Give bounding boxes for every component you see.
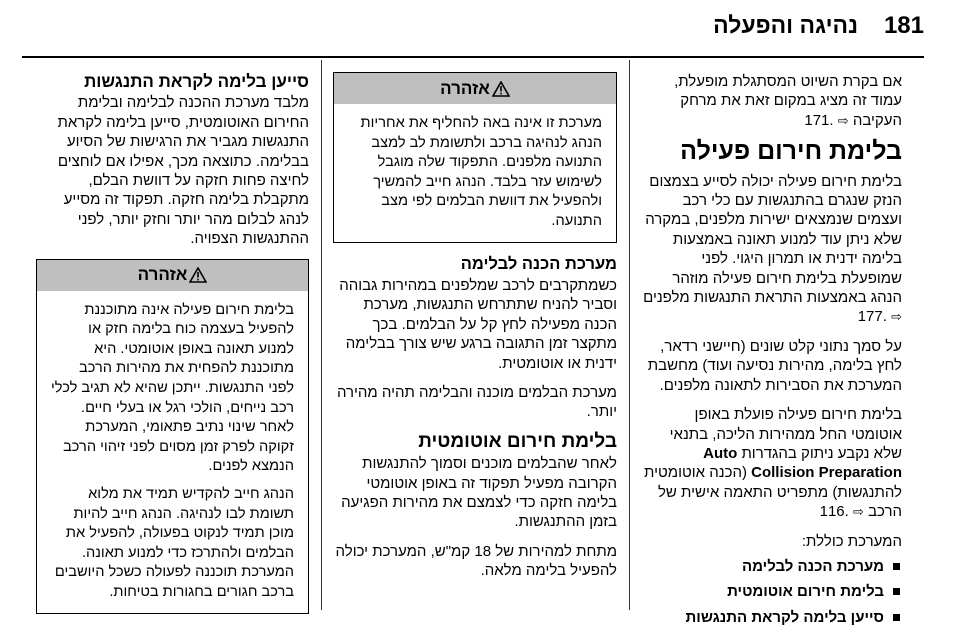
paragraph: מלבד מערכת ההכנה לבלימה ובלימת החירום האוטומטית, סייען בלימה לקראת התנגשות מגביר את הרגישות של הסיוע בבלימה. כתוצאה מכך, אפילו אם לוחצים לחיצה פחות חזקה על דוושת הבלם, מתקבלת בלימה חזקה. תפקוד זה מסייע לנהג לבלום מהר יותר וחזק יותר, לפני ההתנגשות הצפויה.	[57, 94, 309, 248]
page-number: 181	[883, 12, 924, 39]
list-item: סייען בלימה לקראת התנגשות	[640, 608, 902, 627]
warning-header: אזהרה	[37, 260, 308, 291]
paragraph: מערכת הבלמים מוכנה והבלימה תהיה מהירה יותר.	[336, 384, 617, 421]
warning-triangle-icon	[492, 81, 510, 97]
setting-name: Auto Collision Preparation	[703, 444, 902, 482]
paragraph: בלימת חירום פעילה יכולה לסייע בצמצום הנזק שנגרם בהתנגשות עם כלי רכב ועצמים שנמצאים ישירות מלפנים, במקרה שלא ניתן עוד למנוע תאונה באמצעות בלימה ידנית או תמרון היגוי. לפני שמופעלת בלימת חירום פעילה מוזהר הנהג באמצעות התראת התנגשות מלפנים ⇨ .177	[643, 172, 902, 326]
page-reference-icon: ⇨	[837, 112, 849, 128]
paragraph: על סמך נתוני קלט שונים (חיישני רדאר, לחץ בלימה, מהירות נסיעה ועוד) מחשבת המערכת את הסבירות לתאונה מלפנים.	[647, 337, 902, 394]
section-heading-aeb: בלימת חירום פעילה	[680, 137, 902, 166]
warning-box	[36, 259, 309, 614]
warning-triangle-icon	[189, 267, 207, 283]
right-column	[640, 72, 902, 633]
page-reference-icon: ⇨	[853, 504, 864, 520]
page-reference-icon: ⇨	[891, 309, 902, 325]
warning-header: אזהרה	[334, 73, 616, 104]
paragraph: כשמתקרבים לרכב שמלפנים במהירות גבוהה וסביר להניח שתתרחש התנגשות, מערכת הכנה מפעילה לחץ קל על הבלמים. בכך מתקצר זמן התגובה ברגע שיש צורך בבלימה ידנית או אוטומטית.	[339, 276, 617, 372]
page-header	[34, 12, 924, 46]
list-item: מערכת הכנה לבלימה	[640, 557, 902, 576]
warning-paragraph: בלימת חירום פעילה אינה מתוכננת להפעיל בעצמה כוח בלימה חזק או למנוע תאונה באופן אוטומטי. היא מתוכננת להפחית את מהירות הרכב לפני התנגשות. ייתכן שהיא לא תגיב לכלי רכב נייחים, הולכי רגל או בעלי חיים. לאחר שינוי נתיב פתאומי, המערכת זקוקה לפרק זמן מסוים לפני זיהוי הרכב הנמצא לפנים.	[51, 301, 294, 475]
subheading-auto-emergency-braking: בלימת חירום אוטומטית	[418, 430, 617, 452]
paragraph: בלימת חירום פעילה פועלת באופן אוטומטי החל ממהירות הליכה, בתנאי שלא נקבע ניתוק בהגדרות Auto Collision Preparation (הכנה אוטומטית להתנגשות) מתפריט התאמה אישית של הרכב ⇨ .116	[644, 406, 902, 521]
left-column	[36, 72, 309, 614]
intro-paragraph: אם בקרת השיוט המסתגלת מופעלת, עמוד זה מציג במקום זאת את מרחק העקיבה ⇨ .171	[674, 73, 902, 129]
warning-text: מערכת זו אינה באה להחליף את אחריות הנהג לנהיגה ברכב ולתשומת לב למצב התנועה מלפנים. התפקוד שלה מוגבל לשימוש עזר בלבד. הנהג חייב להמשיך ולהפעיל את דוושת הבלמים לפי מצב התנועה.	[360, 115, 602, 229]
chapter-title: נהיגה והפעלה	[713, 12, 858, 38]
warning-paragraph: הנהג חייב להקדיש תמיד את מלוא תשומת לבו לנהיגה. הנהג חייב להיות מוכן תמיד לנקוט בפעולה, להפעיל את הבלמים ולהתרכז כדי למנוע תאונה. המערכת תוכננה לפעולה כשכל היושבים ברכב חגורים בחגורות בטיחות.	[54, 486, 294, 600]
subheading-brake-assist: סייען בלימה לקראת התנגשות	[84, 72, 309, 91]
list-intro: המערכת כוללת:	[801, 532, 902, 550]
list-item: בלימת חירום אוטומטית	[640, 582, 902, 601]
middle-column	[333, 72, 617, 591]
column-divider	[629, 60, 630, 610]
warning-box	[333, 72, 617, 243]
subheading-brake-prep: מערכת הכנה לבלימה	[460, 254, 617, 273]
feature-list	[640, 557, 902, 627]
header-rule	[22, 56, 924, 58]
warning-text	[37, 291, 308, 613]
paragraph: לאחר שהבלמים מוכנים וסמוך להתנגשות הקרובה מפעיל תפקוד זה באופן אוטומטי בלימה חזקה כדי לצמצם את מהירות הפגיעה בזמן ההתנגשות.	[341, 455, 617, 531]
paragraph: מתחת למהירות של 18 קמ"ש, המערכת יכולה להפעיל בלימה מלאה.	[335, 542, 617, 580]
column-divider	[321, 60, 322, 610]
